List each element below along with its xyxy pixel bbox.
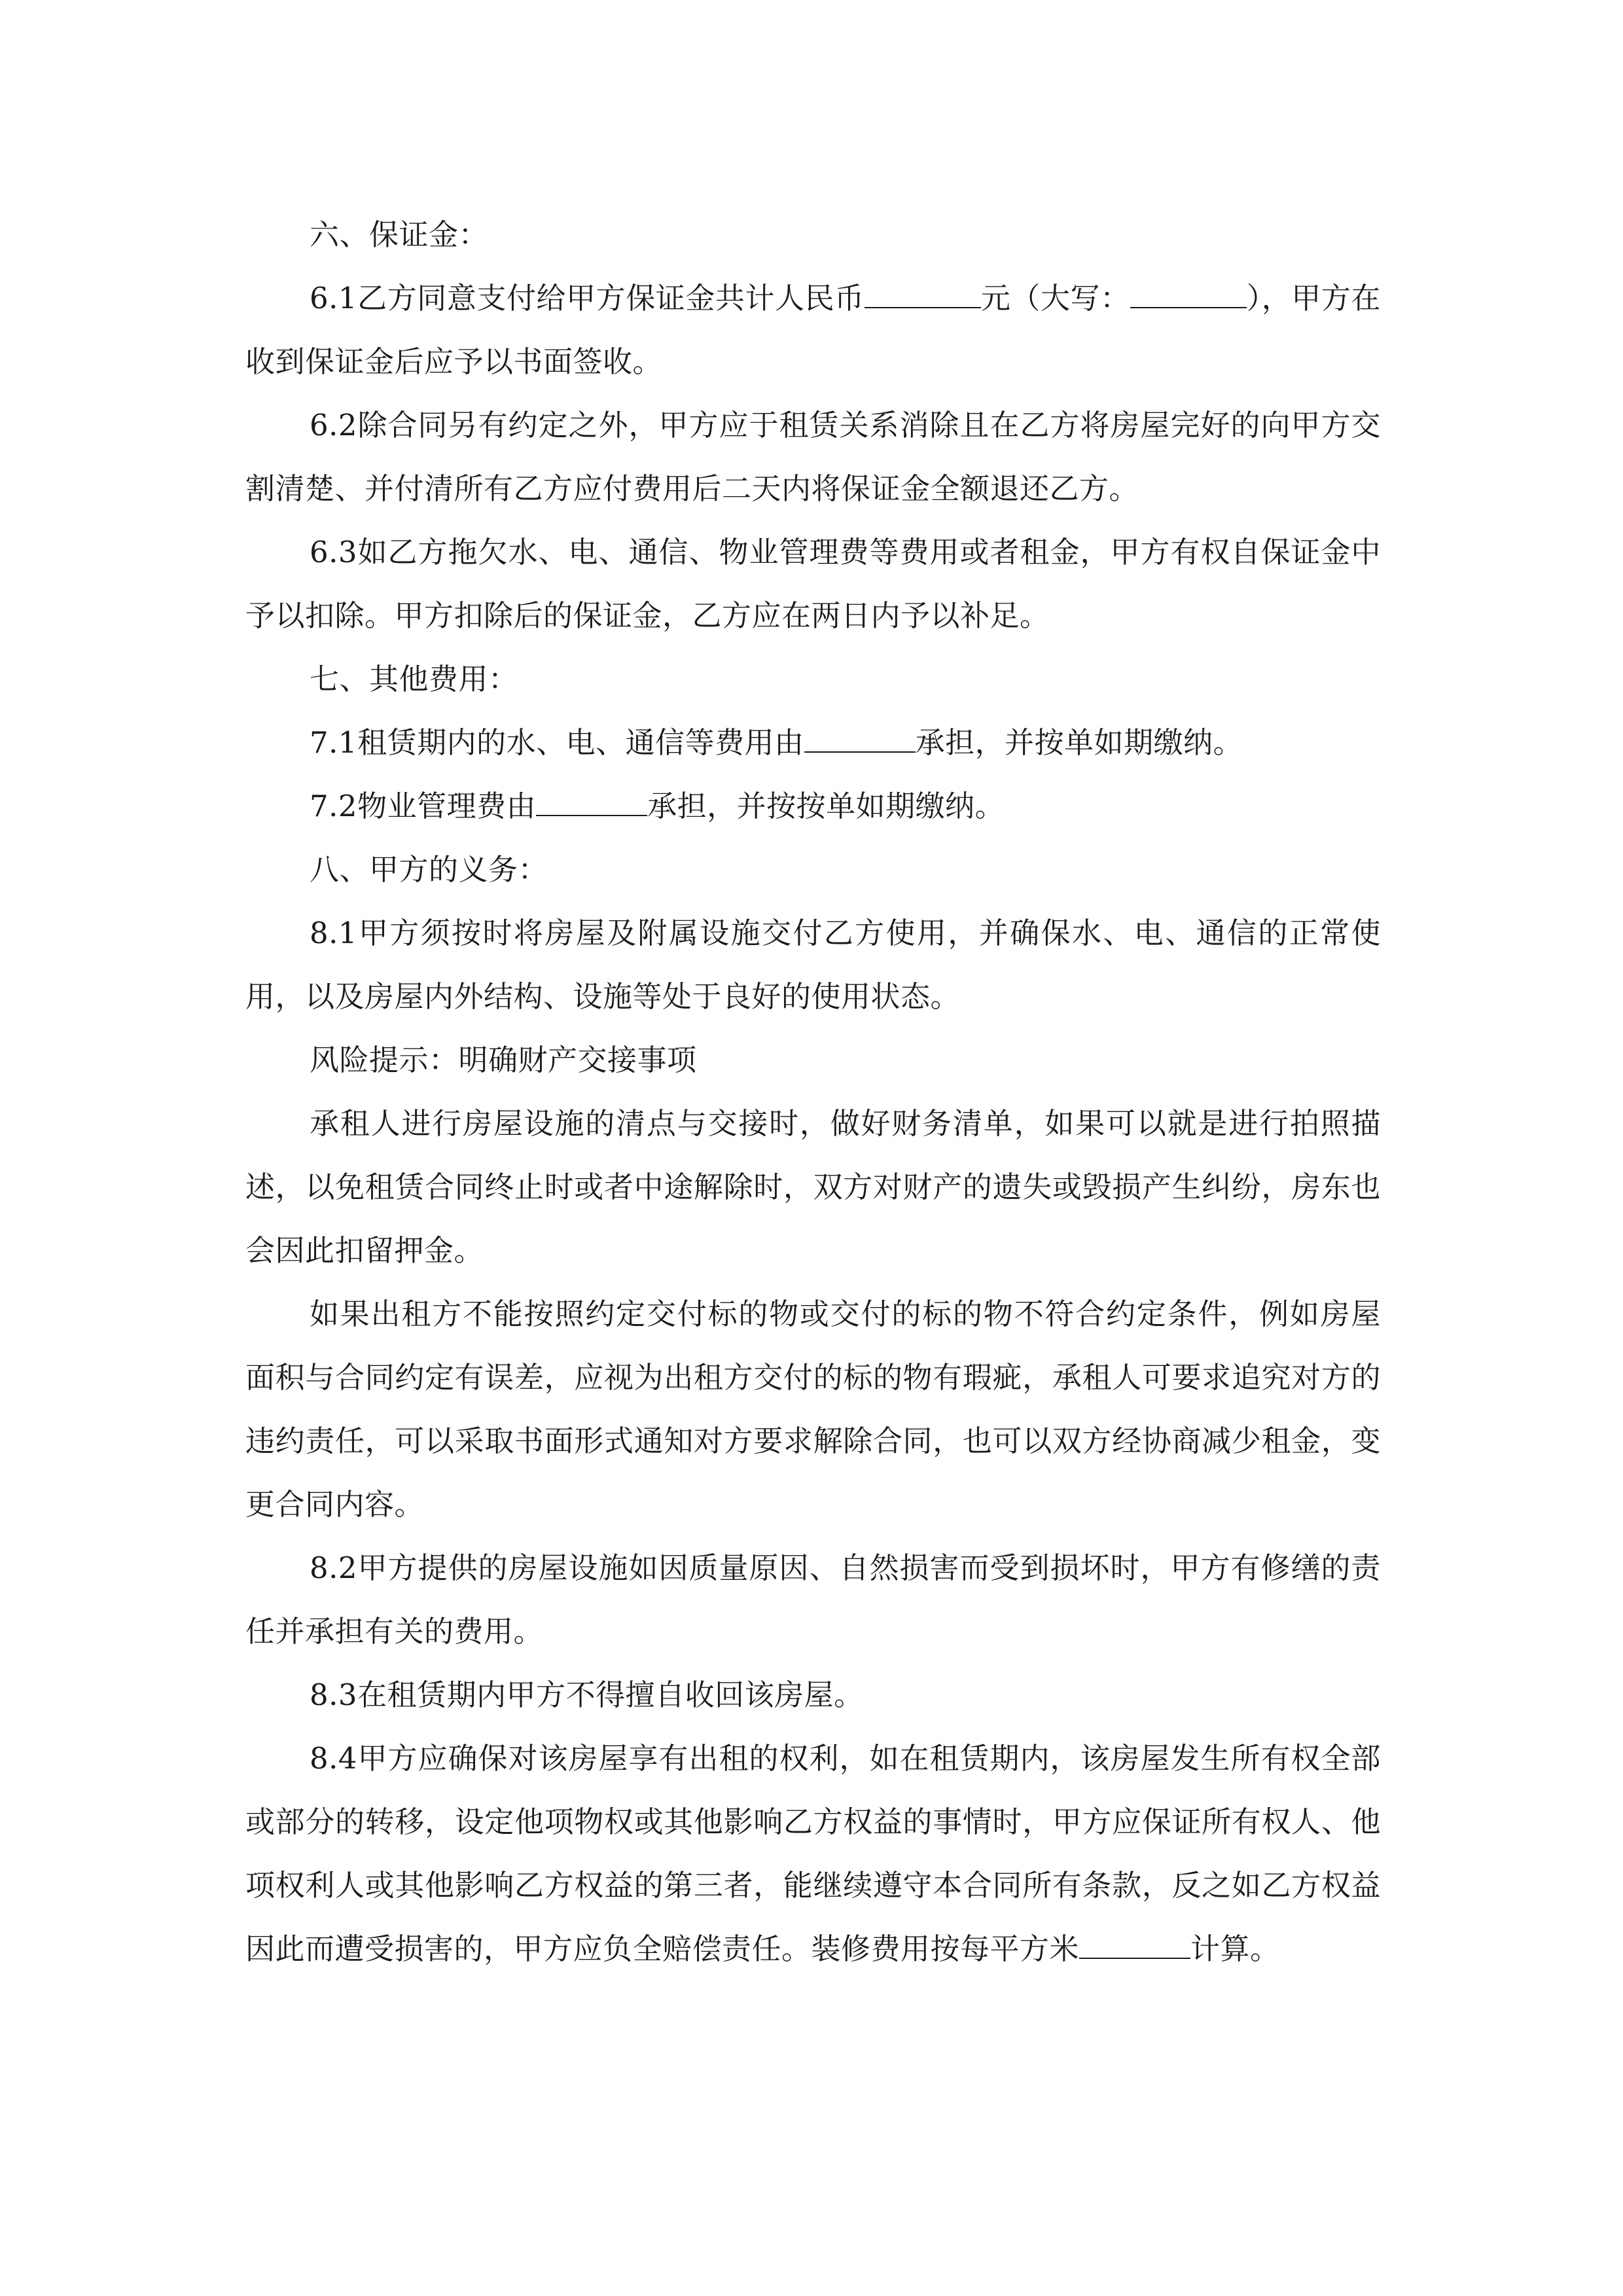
clause-6-1-text-b: 元（大写：	[980, 281, 1130, 315]
clause-8-1: 8.1甲方须按时将房屋及附属设施交付乙方使用，并确保水、电、通信的正常使用，以及房屋内外结构、设施等处于良好的使用状态。	[245, 916, 1381, 1014]
clause-7-2-text-a: 7.2物业管理费由	[310, 789, 537, 823]
clause-8-4-text-b: 计算。	[1190, 1931, 1280, 1966]
risk-notice-heading: 风险提示：明确财产交接事项	[310, 1043, 697, 1077]
clause-7-1-text-b: 承担，并按单如期缴纳。	[915, 725, 1243, 760]
risk-notice-paragraph-1: 承租人进行房屋设施的清点与交接时，做好财务清单，如果可以就是进行拍照描述，以免租赁合同终止时或者中途解除时，双方对财产的遗失或毁损产生纠纷，房东也会因此扣留押金。	[245, 1106, 1381, 1268]
deposit-amount-blank[interactable]	[865, 283, 981, 308]
clause-8-3: 8.3在租赁期内甲方不得擅自收回该房屋。	[310, 1677, 864, 1712]
clause-7-2-text-b: 承担，并按按单如期缴纳。	[647, 789, 1005, 823]
clause-7-2	[245, 774, 1381, 838]
section-8-heading: 八、甲方的义务：	[310, 852, 548, 887]
deposit-amount-words-blank[interactable]	[1130, 283, 1247, 308]
clause-6-1-text-a: 6.1乙方同意支付给甲方保证金共计人民币	[310, 281, 865, 315]
decoration-fee-blank[interactable]	[1079, 1934, 1190, 1959]
clause-8-4-text-a: 8.4甲方应确保对该房屋享有出租的权利，如在租赁期内，该房屋发生所有权全部或部分的转移，设定他项物权或其他影响乙方权益的事情时，甲方应保证所有权人、他项权利人或其他影响乙方权益的第三者，能继续遵守本合同所有条款，反之如乙方权益因此而遭受损害的，甲方应负全赔偿责任。装修费用按每平方米	[245, 1741, 1381, 1966]
property-fee-payer-blank[interactable]	[536, 791, 647, 816]
utility-payer-blank[interactable]	[804, 728, 916, 753]
clause-6-2: 6.2除合同另有约定之外，甲方应于租赁关系消除且在乙方将房屋完好的向甲方交割清楚、并付清所有乙方应付费用后二天内将保证金全额退还乙方。	[245, 408, 1381, 506]
section-6-heading: 六、保证金：	[310, 217, 489, 252]
clause-7-1	[245, 711, 1381, 774]
clause-8-4	[245, 1727, 1381, 1981]
document-body	[245, 203, 1381, 1981]
clause-7-1-text-a: 7.1租赁期内的水、电、通信等费用由	[310, 725, 804, 760]
clause-6-3: 6.3如乙方拖欠水、电、通信、物业管理费等费用或者租金，甲方有权自保证金中予以扣除。甲方扣除后的保证金，乙方应在两日内予以补足。	[245, 535, 1381, 633]
clause-6-1-text-c: ），甲方在收到保证金后应予以书面签收。	[245, 281, 1381, 379]
section-7-heading: 七、其他费用：	[310, 662, 518, 696]
risk-notice-paragraph-2: 如果出租方不能按照约定交付标的物或交付的标的物不符合约定条件，例如房屋面积与合同约定有误差，应视为出租方交付的标的物有瑕疵，承租人可要求追究对方的违约责任，可以采取书面形式通知对方要求解除合同，也可以双方经协商减少租金，变更合同内容。	[245, 1297, 1381, 1522]
clause-8-2: 8.2甲方提供的房屋设施如因质量原因、自然损害而受到损坏时，甲方有修缮的责任并承担有关的费用。	[245, 1551, 1381, 1649]
clause-6-1	[245, 266, 1381, 393]
